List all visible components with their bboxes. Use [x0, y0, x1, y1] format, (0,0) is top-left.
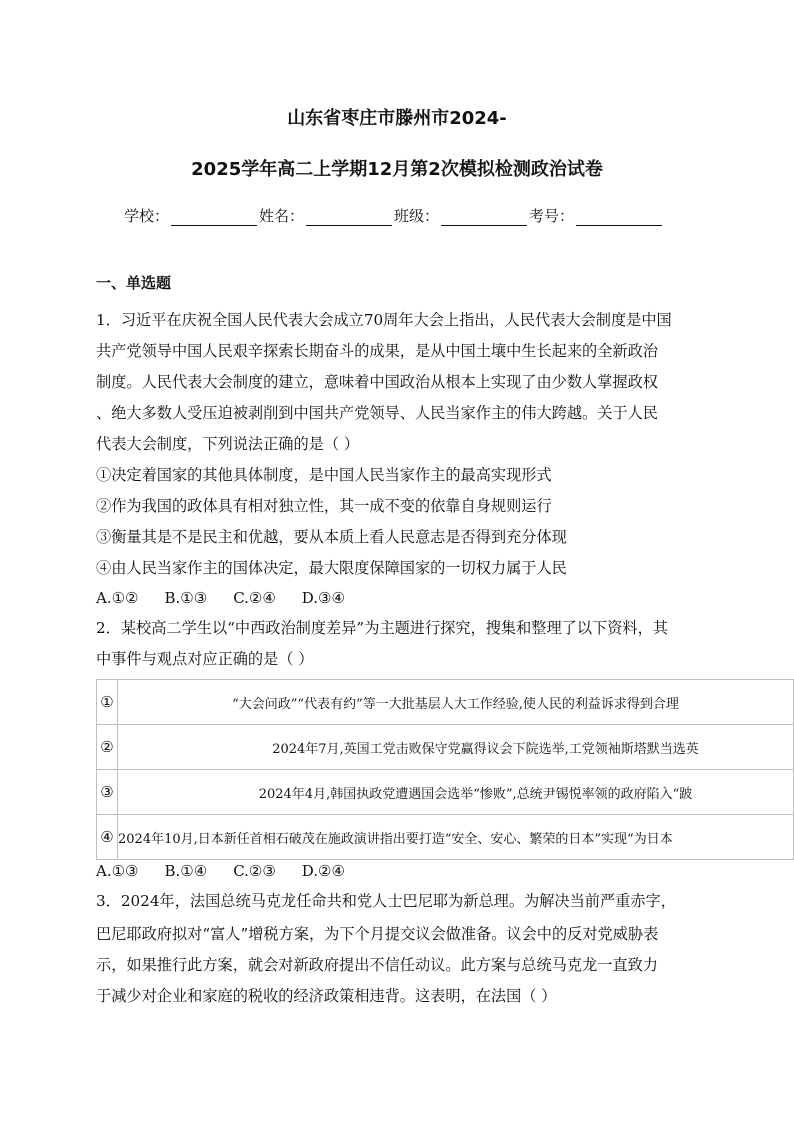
q3-line: 3．2024年，法国总统马克龙任命共和党人士巴尼耶为新总理。为解决当前严重赤字， — [96, 892, 676, 910]
q1-statement: ①决定着国家的其他具体制度，是中国人民当家作主的最高实现形式 — [96, 466, 552, 484]
student-info-row — [124, 205, 664, 226]
name-field[interactable] — [306, 209, 392, 226]
row-number: ① — [97, 680, 118, 725]
q1-line: 、绝大多数人受压迫被剥削到中国共产党领导、人民当家作主的伟大跨越。关于人民 — [96, 404, 658, 422]
q1-options — [96, 589, 345, 607]
name-label: 姓名： — [259, 207, 305, 225]
page-title-line2: 2025学年高二上学期12月第2次模拟检测政治试卷 — [191, 159, 603, 180]
school-label: 学校： — [124, 207, 170, 225]
row-text: 2024年10月,日本新任首相石破茂在施政演讲指出要打造“安全、安心、繁荣的日本”实现“为日本 — [118, 815, 794, 860]
q1-line: 1．习近平在庆祝全国人民代表大会成立70周年大会上指出，人民代表大会制度是中国 — [96, 311, 672, 329]
school-field[interactable] — [171, 209, 257, 226]
q1-statement: ④由人民当家作主的国体决定，最大限度保障国家的一切权力属于人民 — [96, 559, 567, 577]
q1-option-c[interactable]: C.②④ — [233, 589, 276, 607]
q2-line: 中事件与观点对应正确的是（ ） — [96, 650, 314, 668]
table-row — [97, 725, 794, 770]
section-heading: 一、单选题 — [96, 274, 172, 292]
q1-statement: ③衡量其是不是民主和优越，要从本质上看人民意志是否得到充分体现 — [96, 528, 567, 546]
q1-statement: ②作为我国的政体具有相对独立性，其一成不变的依靠自身规则运行 — [96, 497, 552, 515]
q2-option-b[interactable]: B.①④ — [164, 862, 208, 880]
q1-option-b[interactable]: B.①③ — [164, 589, 208, 607]
q2-options — [96, 862, 345, 880]
page-title-line1: 山东省枣庄市滕州市2024- — [287, 108, 507, 129]
table-row — [97, 770, 794, 815]
q2-option-d[interactable]: D.②④ — [301, 862, 345, 880]
row-text: 2024年4月,韩国执政党遭遇国会选举“惨败”,总统尹锡悦率领的政府陷入“跛 — [118, 770, 794, 815]
q1-option-a[interactable]: A.①② — [96, 589, 139, 607]
q3-line: 巴尼耶政府拟对“富人”增税方案，为下个月提交议会做准备。议会中的反对党威胁表 — [96, 925, 659, 943]
class-label: 班级： — [394, 207, 440, 225]
row-text: 2024年7月,英国工党击败保守党赢得议会下院选举,工党领袖斯塔默当选英 — [118, 725, 794, 770]
q1-line: 共产党领导中国人民艰辛探索长期奋斗的成果，是从中国土壤中生长起来的全新政治 — [96, 342, 658, 360]
table-row — [97, 680, 794, 725]
class-field[interactable] — [441, 209, 527, 226]
exam-no-field[interactable] — [576, 209, 662, 226]
q3-line: 示，如果推行此方案，就会对新政府提出不信任动议。此方案与总统马克龙一直致力 — [96, 956, 658, 974]
q2-line: 2．某校高二学生以“中西政治制度差异”为主题进行探究，搜集和整理了以下资料，其 — [96, 619, 668, 637]
exam-no-label: 考号： — [529, 207, 575, 225]
q3-line: 于减少对企业和家庭的税收的经济政策相违背。这表明，在法国（ ） — [96, 987, 557, 1005]
q2-table — [96, 679, 794, 860]
q2-option-c[interactable]: C.②③ — [233, 862, 276, 880]
table-row — [97, 815, 794, 860]
q1-option-d[interactable]: D.③④ — [301, 589, 345, 607]
row-number: ② — [97, 725, 118, 770]
row-number: ④ — [97, 815, 118, 860]
q1-line: 制度。人民代表大会制度的建立，意味着中国政治从根本上实现了由少数人掌握政权 — [96, 373, 658, 391]
row-text: “大会问政”“代表有约”等一大批基层人大工作经验,使人民的利益诉求得到合理 — [118, 680, 794, 725]
row-number: ③ — [97, 770, 118, 815]
q2-option-a[interactable]: A.①③ — [96, 862, 139, 880]
q1-line: 代表大会制度，下列说法正确的是（ ） — [96, 435, 360, 453]
